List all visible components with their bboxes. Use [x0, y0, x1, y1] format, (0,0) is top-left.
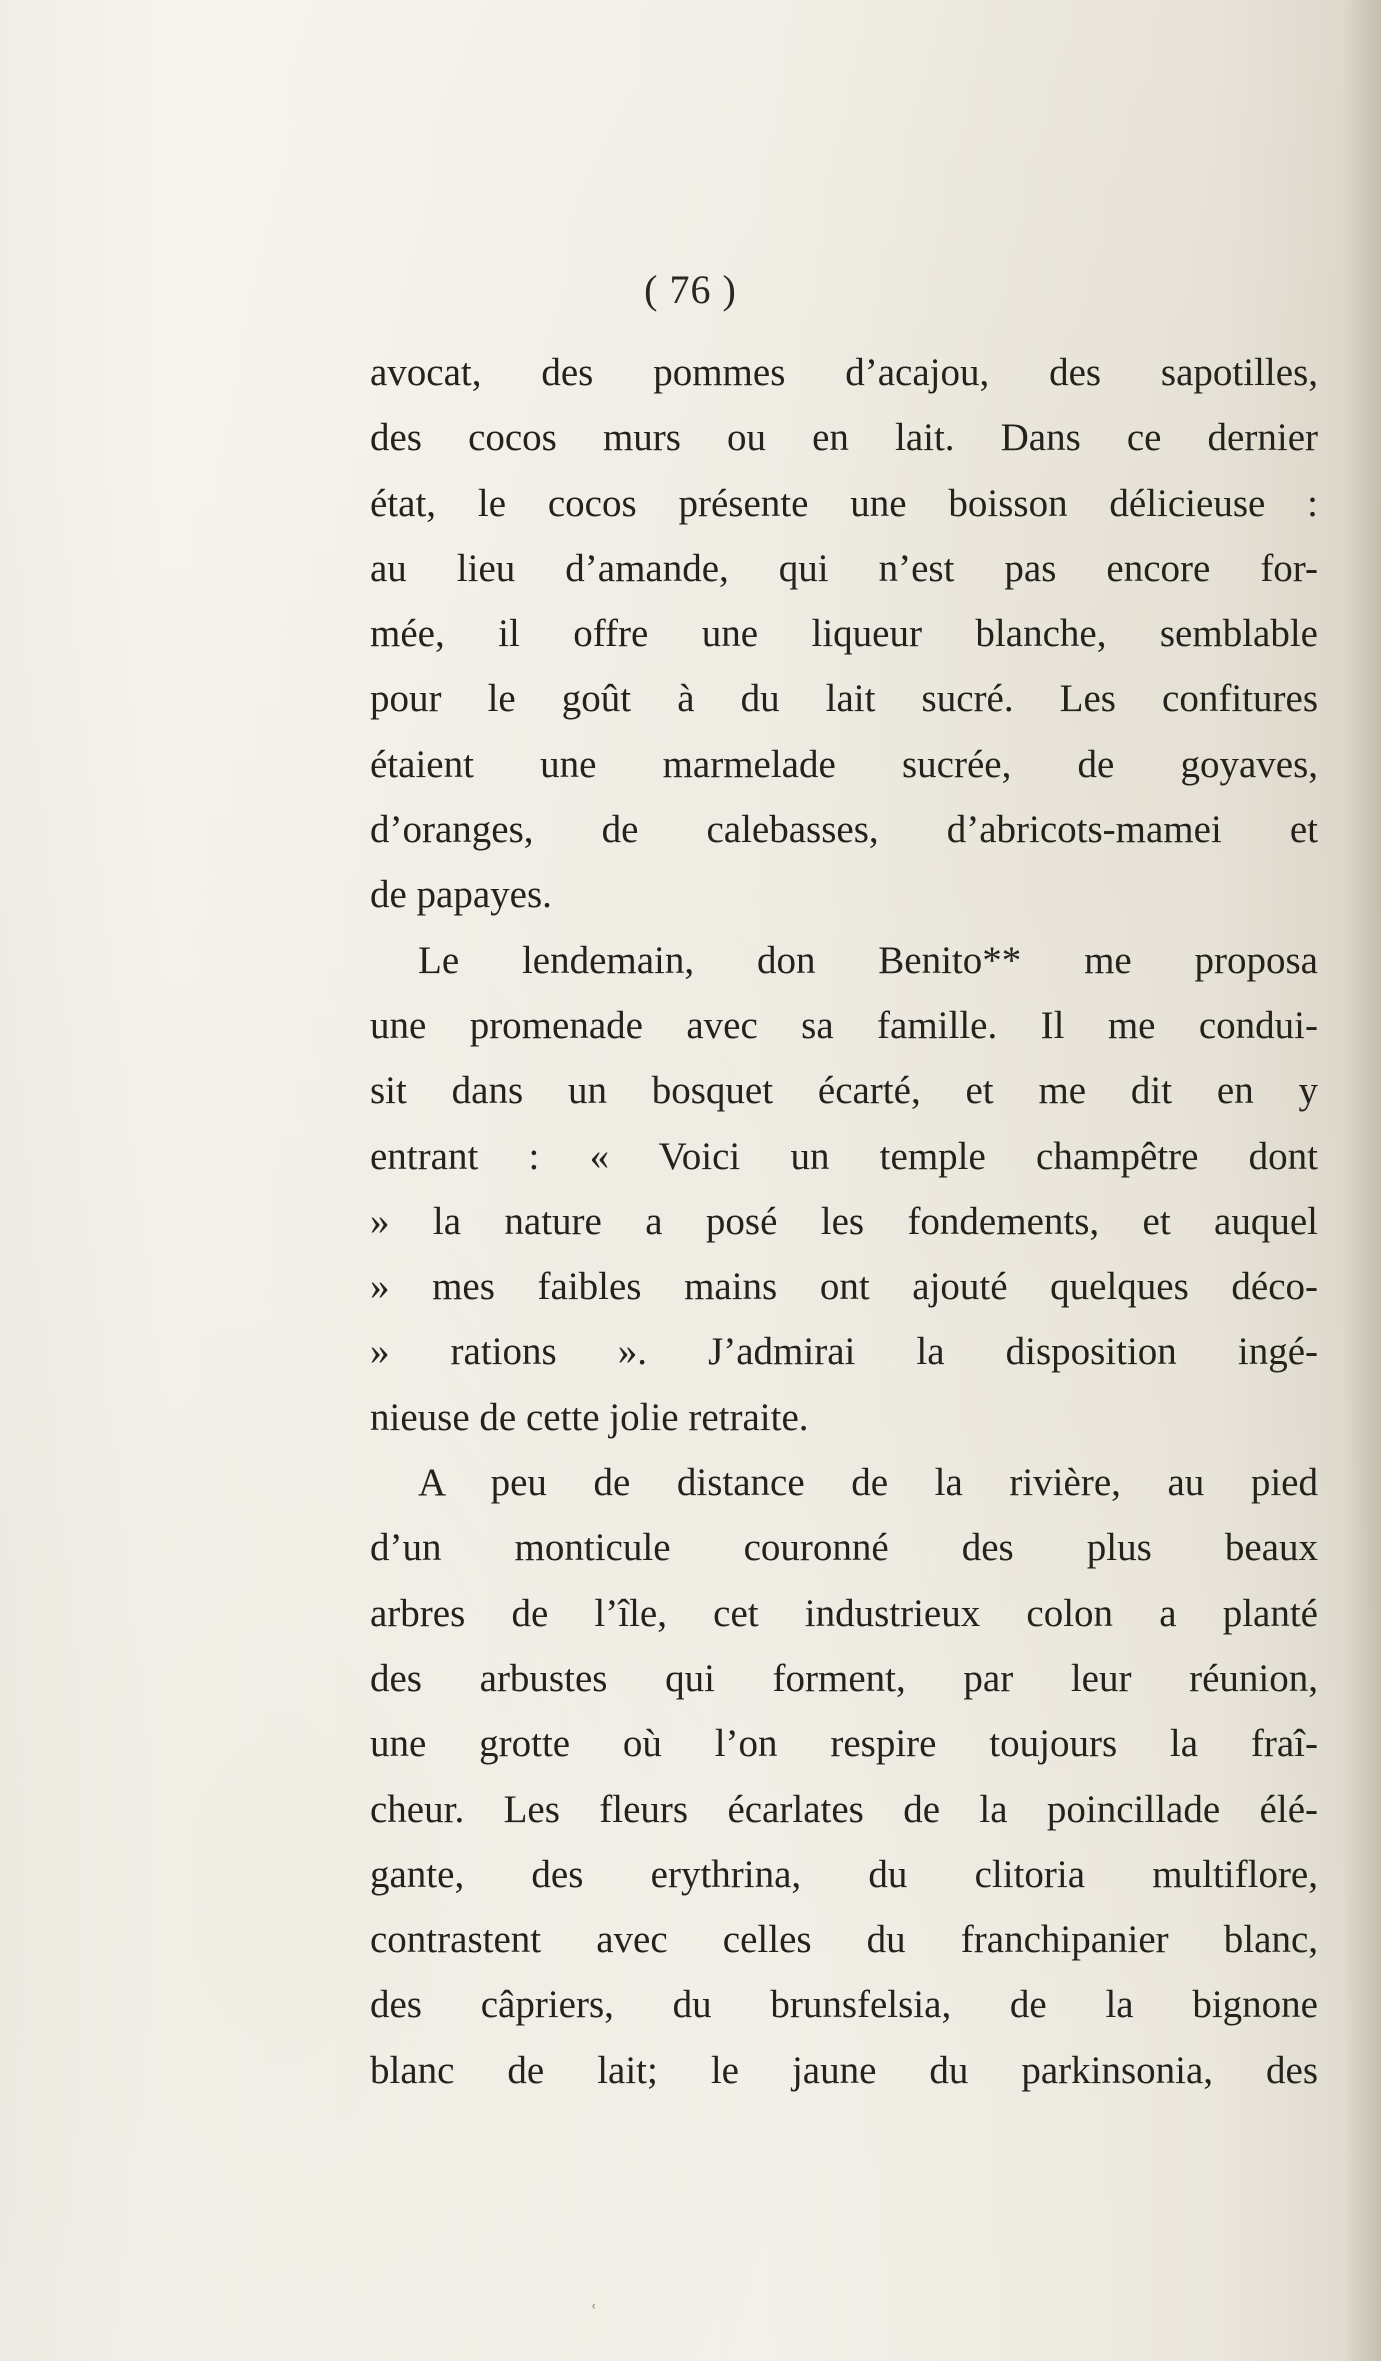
text-line: arbres de l’île, cet industrieux colon a planté	[370, 1591, 1318, 1635]
paragraph-start-line: Le lendemain, don Benito** me proposa	[418, 938, 1318, 982]
text-line: état, le cocos présente une boisson délicieuse :	[370, 481, 1318, 525]
text-line: » la nature a posé les fondements, et auquel	[370, 1199, 1318, 1243]
text-line: au lieu d’amande, qui n’est pas encore for-	[370, 546, 1318, 590]
text-line: sit dans un bosquet écarté, et me dit en y	[370, 1069, 1318, 1113]
text-line: contrastent avec celles du franchipanier blanc,	[370, 1918, 1318, 1962]
text-line: » mes faibles mains ont ajouté quelques déco-	[370, 1265, 1318, 1309]
text-line: mée, il offre une liqueur blanche, semblable	[370, 612, 1318, 656]
text-line: d’oranges, de calebasses, d’abricots-mamei et	[370, 808, 1318, 852]
page-number: ( 76 )	[644, 267, 737, 312]
text-line: une grotte où l’on respire toujours la fraî-	[370, 1722, 1318, 1766]
text-line: des câpriers, du brunsfelsia, de la bignone	[370, 1983, 1318, 2027]
text-line: nieuse de cette jolie retraite.	[370, 1395, 809, 1439]
text-line: entrant : « Voici un temple champêtre dont	[370, 1134, 1318, 1178]
text-line: d’un monticule couronné des plus beaux	[370, 1526, 1318, 1570]
paragraph-start-line: A peu de distance de la rivière, au pied	[418, 1461, 1318, 1505]
text-line: gante, des erythrina, du clitoria multiflore,	[370, 1852, 1318, 1896]
text-line: étaient une marmelade sucrée, de goyaves,	[370, 742, 1318, 786]
text-line: avocat, des pommes d’acajou, des sapotilles,	[370, 351, 1318, 394]
text-line: une promenade avec sa famille. Il me condui-	[370, 1003, 1318, 1047]
text-line: des cocos murs ou en lait. Dans ce dernier	[370, 416, 1318, 460]
text-line: cheur. Les fleurs écarlates de la poincillade élé-	[370, 1787, 1318, 1831]
body-text	[370, 340, 1318, 2103]
text-line: pour le goût à du lait sucré. Les confitures	[370, 677, 1318, 721]
text-line: de papayes.	[370, 873, 552, 917]
text-line: des arbustes qui forment, par leur réunion,	[370, 1656, 1318, 1700]
text-line: » rations ». J’admirai la disposition ingé-	[370, 1330, 1318, 1374]
footer-mark: ʿ	[590, 2300, 598, 2325]
page-edge-shadow	[1343, 0, 1381, 2361]
text-line: blanc de lait; le jaune du parkinsonia, des	[370, 2048, 1318, 2092]
